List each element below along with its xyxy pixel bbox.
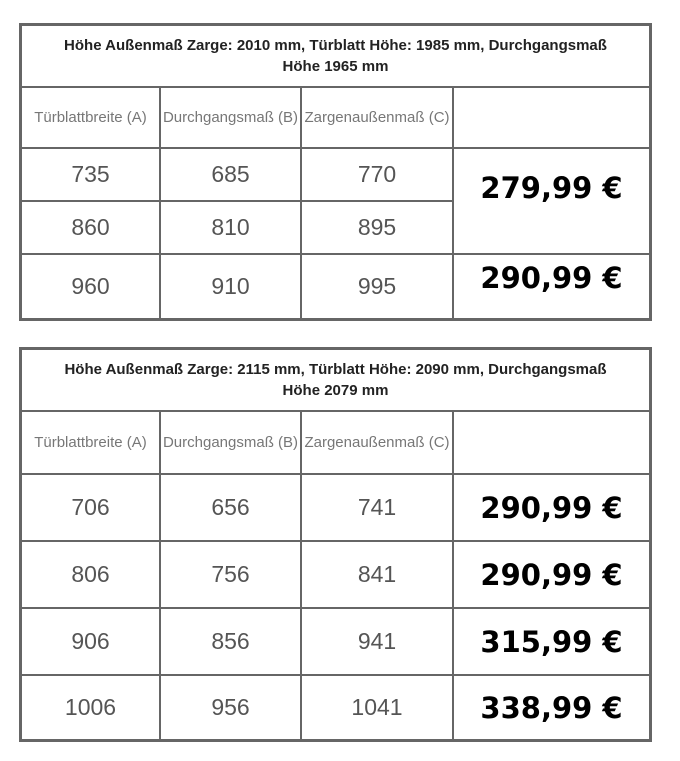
table-row [22,148,649,201]
price-table-1 [19,23,652,321]
cell-frame-outer-width: 770 [301,148,453,201]
table-title: Höhe Außenmaß Zarge: 2115 mm, Türblatt Höhe: 2090 mm, Durchgangsmaß Höhe 2079 mm [22,350,649,411]
cell-price: 315,99 € [453,608,649,675]
cell-door-width: 806 [22,541,160,608]
cell-passage-width: 956 [160,675,301,739]
cell-passage-width: 685 [160,148,301,201]
table-row [22,608,649,675]
column-header-door-width: Türblattbreite (A) [22,87,160,148]
column-header-frame-outer-width: Zargenaußenmaß (C) [301,411,453,474]
cell-frame-outer-width: 941 [301,608,453,675]
cell-price: 279,99 € [453,148,649,254]
price-table-2 [19,347,652,742]
cell-price: 338,99 € [453,675,649,739]
column-header-passage-width: Durchgangsmaß (B) [160,87,301,148]
cell-passage-width: 756 [160,541,301,608]
cell-frame-outer-width: 995 [301,254,453,318]
cell-frame-outer-width: 895 [301,201,453,254]
table-row [22,474,649,541]
cell-door-width: 1006 [22,675,160,739]
column-header-price [453,411,649,474]
cell-door-width: 706 [22,474,160,541]
column-header-passage-width: Durchgangsmaß (B) [160,411,301,474]
cell-passage-width: 656 [160,474,301,541]
cell-price: 290,99 € [453,541,649,608]
cell-passage-width: 910 [160,254,301,318]
cell-passage-width: 856 [160,608,301,675]
cell-passage-width: 810 [160,201,301,254]
cell-price: 290,99 € [453,254,649,318]
cell-door-width: 860 [22,201,160,254]
cell-door-width: 735 [22,148,160,201]
column-header-frame-outer-width: Zargenaußenmaß (C) [301,87,453,148]
cell-door-width: 960 [22,254,160,318]
cell-frame-outer-width: 1041 [301,675,453,739]
column-header-door-width: Türblattbreite (A) [22,411,160,474]
cell-frame-outer-width: 741 [301,474,453,541]
table-row [22,254,649,318]
table-row [22,541,649,608]
table-title: Höhe Außenmaß Zarge: 2010 mm, Türblatt Höhe: 1985 mm, Durchgangsmaß Höhe 1965 mm [22,26,649,87]
cell-price: 290,99 € [453,474,649,541]
column-header-price [453,87,649,148]
table-row [22,675,649,739]
cell-frame-outer-width: 841 [301,541,453,608]
cell-door-width: 906 [22,608,160,675]
